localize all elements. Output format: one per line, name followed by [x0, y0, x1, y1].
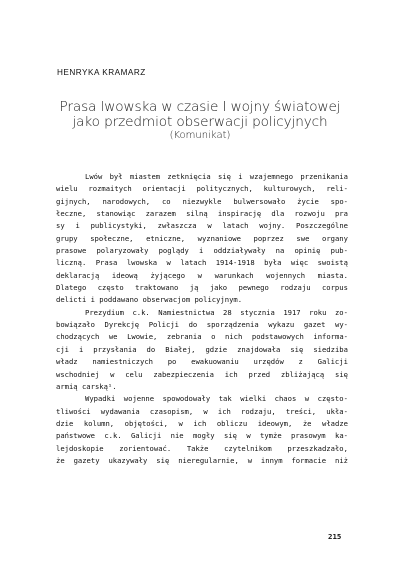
body-line: Wypadki wojenne spowodowały tak wielki chaos w często-: [85, 394, 348, 404]
article-title: [40, 100, 360, 142]
body-line: cji i przysłania do Białej, gdzie znajdowała się siedziba: [56, 344, 348, 354]
body-line: wielu rozmaitych orientacji politycznych, kulturowych, reli-: [56, 184, 348, 194]
title-line-1: Prasa lwowska w czasie I wojny światowej: [59, 99, 341, 115]
body-line: wschodniej w celu zabezpieczenia ich przed zbliżającą się: [56, 369, 348, 379]
body-line: prasowe polaryzowały poglądy i oddziaływały na opinię pub-: [56, 246, 348, 256]
body-line: liczną. Prasa lwowska w latach 1914-1918 była więc swoistą: [56, 258, 348, 268]
body-line: Lwów był miastem zetknięcia się i wzajemnego przenikania: [85, 172, 348, 181]
article-body: [56, 171, 348, 467]
body-line: delicti i poddawano obserwacjom policyjnym.: [56, 295, 243, 305]
body-line: bowiązało Dyrekcję Policji do sporządzenia wykazu gazet wy-: [56, 320, 348, 330]
body-line: władz namiestniczych po ewakuowaniu urzędów z Galicji: [56, 357, 348, 367]
body-line: łeczne, stanowiąc zarazem silną inspirację dla rozwoju pra: [56, 209, 348, 219]
body-line: że gazety ukazywały się nieregularnie, w innym formacie niż: [56, 455, 348, 465]
body-line: Prezydium c.k. Namiestnictwa 28 stycznia 1917 roku zo-: [85, 307, 348, 317]
page-number: 215: [328, 532, 342, 541]
author-name: HENRYKA KRAMARZ: [57, 68, 146, 77]
body-line: grupy społeczne, etniczne, wyznaniowe poprzez swe organy: [56, 233, 348, 243]
body-line: dzie kolumn, objętości, w ich obliczu ideowym, że władze: [56, 418, 348, 428]
title-subtitle: (Komunikat): [169, 130, 231, 141]
body-line: lejdoskopie zorientować. Także czytelnikom przeszkadzało,: [56, 443, 348, 453]
body-line: Dlatego często traktowano ją jako pewnego rodzaju corpus: [56, 283, 348, 293]
body-line: gijnych, narodowych, co niezwykle bulwersowało życie spo-: [56, 196, 348, 206]
body-line: sy i publicystyki, zwłaszcza w latach wojny. Poszczególne: [56, 221, 348, 231]
body-line: państwowe c.k. Galicji nie mogły się w tymże prasowym ka-: [56, 431, 348, 441]
body-line: chodzących we Lwowie, zebrania o nich podstawowych informa-: [56, 332, 348, 342]
body-line: armią carską¹.: [56, 381, 117, 391]
title-line-2: jako przedmiot obserwacji policyjnych: [72, 114, 328, 130]
body-line: tliwości wydawania czasopism, w ich rodzaju, treści, ukła-: [56, 406, 348, 416]
body-line: deklaracją ideową żyjącego w warunkach wojennych miasta.: [56, 270, 348, 280]
